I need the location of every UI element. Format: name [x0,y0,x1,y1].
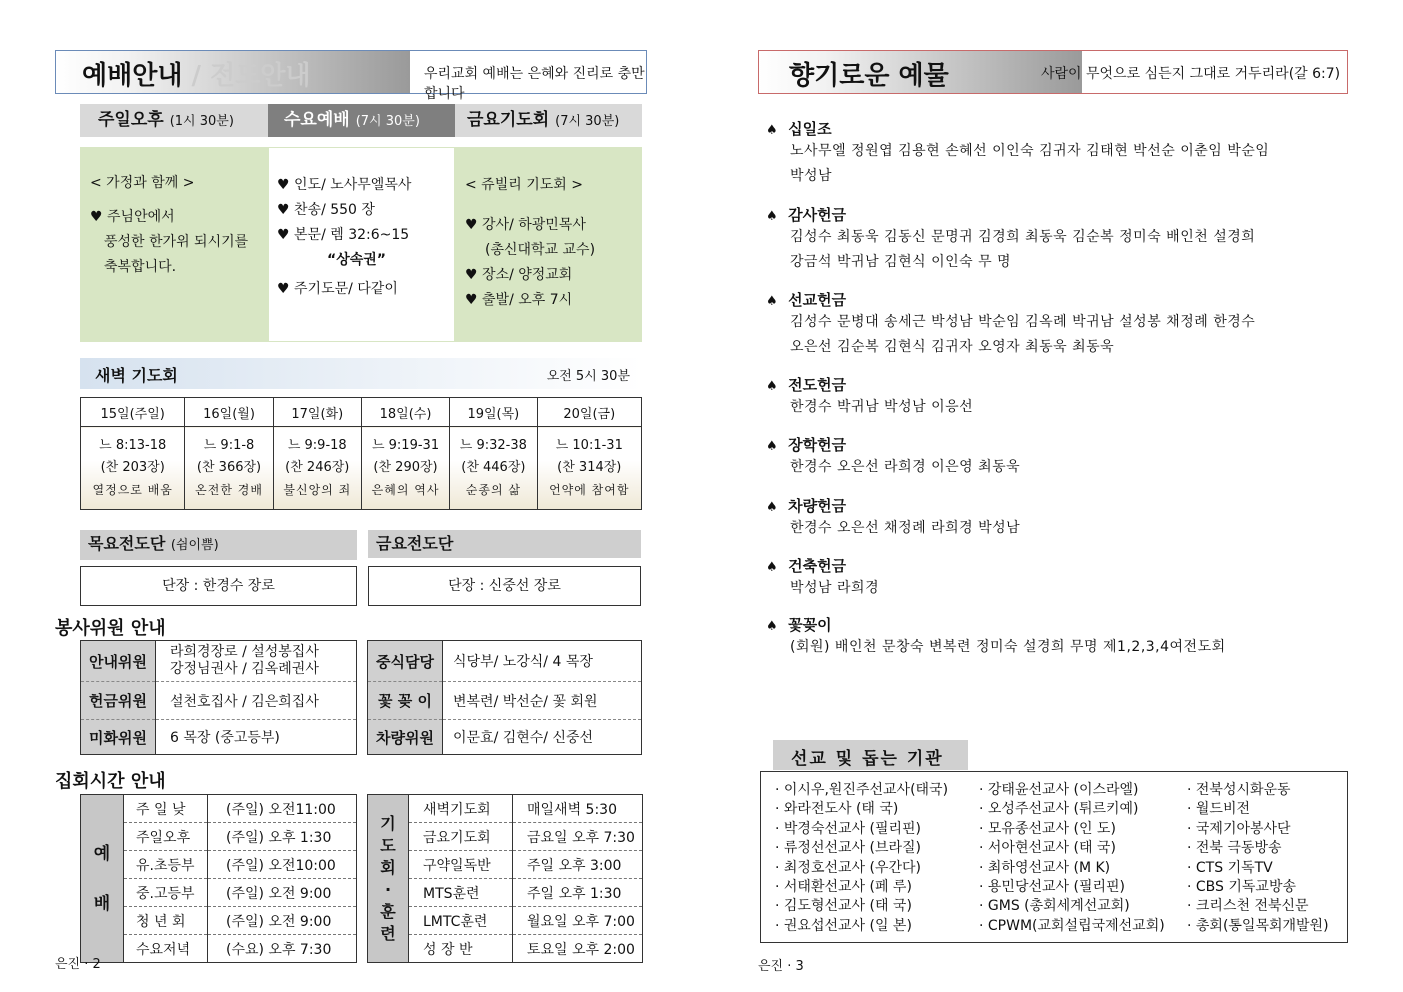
friday-heading: < 쥬빌리 기도회 > [465,177,583,193]
left-header-banner [55,50,647,102]
service-table-left: 안내위원 라희경장로 / 설성봉집사 강정님권사 / 김옥례권사 헌금위원 설천호집사 / 김은희집사 미화위원 6 목장 (중고등부) [80,640,357,755]
header-slogan: 우리교회 예배는 은혜와 진리로 충만합니다 [424,66,645,102]
gift-thanks: ♠ 감사헌금 김성수 최동욱 김동신 문명귀 김경희 최동욱 김순복 정미숙 배인천 설경희 강금석 박귀남 김현식 이인숙 무 명 [766,206,1256,270]
offering-list [766,118,1346,660]
offering-title: 향기로운 예물 [789,61,949,91]
gift-mission: ♠ 선교헌금 김성수 문병대 송세근 박성남 박순임 김옥례 박귀남 설성봉 채정례 한경수 오은선 김순복 김현식 김귀자 오영자 최동욱 최동욱 [766,291,1256,355]
friday-evangel-leader: 단장 : 신중선 장로 [368,566,641,606]
gift-building: ♠ 건축헌금 박성남 라희경 [766,557,880,596]
dawn-prayer-table: 15일(주일) 16일(월) 17일(화) 18일(수) 19일(목) 20일(금) 느 8:13-18 (찬 203장) 열정으로 배움 느 9:1-8 (찬 366장) 온전한 경배 느 9:9-18 (찬 246장) 불신앙의 죄 느 9:19-31 (찬 290장) 은혜의 역사 느 9:32-38 (찬 446장) 순종의 삶 느 10:1-31 (찬 314장) 언약에 참여함 [80,397,642,510]
worship-time-table: 예 배 주 일 낮 (주일) 오전11:00 주일오후 (주일) 오후 1:30 유.초등부 (주일) 오전10:00 중.고등부 (주일) 오전 9:00 청 년 회 (주일) 오전 9:00 수요저녁 (수요) 오후 7:30 [80,794,357,963]
service-tabs [80,104,642,137]
gift-flowers: ♠ 꽃꽂이 (회원) 배인천 문창숙 변복련 정미숙 설경희 무명 제1,2,3,4여전도회 [766,616,1226,655]
mission-col-3: · 전북성시화운동 · 월드비전 · 국제기아봉사단 · 전북 극동방송 · CTS 기독TV · CBS 기독교방송 · 크리스천 전북신문 · 총회(통일목회개발원) [1187,782,1329,934]
offering-verse: 사람이 무엇으로 심든지 그대로 거두리라(갈 6:7) [1041,66,1341,82]
gift-evangelism: ♠ 전도헌금 한경수 박귀남 박성남 이응선 [766,376,974,415]
sermon-title: “상속권” [327,252,386,268]
dawn-prayer-bar: 새벽 기도회 오전 5시 30분 [80,358,642,389]
sunday-panel: < 가정과 함께 > ♥ 주님안에서 풍성한 한가위 되시기를 축복합니다. [80,147,268,342]
thursday-evangel-leader: 단장 : 한경수 장로 [80,566,357,606]
gift-tithe: ♠ 십일조 노사무엘 정원엽 김용현 손혜선 이인숙 김귀자 김태현 박선순 이춘임 박순임 박성남 [766,120,1270,184]
meeting-section-title: 집회시간 안내 [55,771,166,792]
right-page-number: 은진 · 3 [758,959,804,974]
tab-friday-prayer: 금요기도회 (7시 30분) [455,104,642,137]
page-title: 예배안내 / 전도안내 [82,61,311,91]
tab-wednesday-service: 수요예배 (7시 30분) [268,104,455,137]
friday-panel: < 쥬빌리 기도회 > ♥ 강사/ 하광민목사 (총신대학교 교수) ♥ 장소/ 양정교회 ♥ 출발/ 오후 7시 [455,147,642,342]
gift-vehicle: ♠ 차량헌금 한경수 오은선 채정례 라희경 박성남 [766,497,1021,536]
left-page-number: 은진 · 2 [55,957,101,972]
mission-box [760,771,1348,943]
service-section-title: 봉사위원 안내 [55,618,166,639]
right-header-banner [758,50,1348,94]
mission-bar: 선교 및 돕는 기관 [773,740,968,770]
friday-evangel-bar: 금요전도단 [368,530,641,558]
mission-col-1: · 이시우,원진주선교사(태국) · 와라전도사 (태 국) · 박경숙선교사 (필리핀) · 류정선선교사 (브라질) · 최정호선교사 (우간다) · 서태환선교사 (페 루) · 김도형선교사 (태 국) · 권요섭선교사 (일 본) [775,782,949,934]
sunday-heading: < 가정과 함께 > [90,175,195,191]
mission-col-2: · 강태윤선교사 (이스라엘) · 오성주선교사 (튀르키예) · 모유종선교사 (인 도) · 서아현선교사 (태 국) · 최하영선교사 (M K) · 용민당선교사 (필리핀) · GMS (총회세계선교회) · CPWM(교회설립국제선교회) [979,782,1165,934]
gift-scholarship: ♠ 장학헌금 한경수 오은선 라희경 이은영 최동욱 [766,436,1021,475]
tab-sunday-afternoon: 주일오후 (1시 30분) [80,104,268,137]
wednesday-panel: ♥ 인도/ 노사무엘목사 ♥ 찬송/ 550 장 ♥ 본문/ 렘 32:6~15 “상속권” ♥ 주기도문/ 다같이 [268,147,455,342]
service-table-right: 중식담당 식당부/ 노강식/ 4 목장 꽃 꽂 이 변복련/ 박선순/ 꽃 회원 차량위원 이문효/ 김현수/ 신중선 [367,640,642,755]
prayer-training-table: 기 도 회 · 훈 련 새벽기도회 매일새벽 5:30 금요기도회 금요일 오후 7:30 구약일독반 주일 오후 3:00 MTS훈련 주일 오후 1:30 LMTC훈련 월요일 오후 7:00 성 장 반 토요일 오후 2:00 [367,794,643,963]
thursday-evangel-bar: 목요전도단 (쉼이쁨) [80,530,357,560]
